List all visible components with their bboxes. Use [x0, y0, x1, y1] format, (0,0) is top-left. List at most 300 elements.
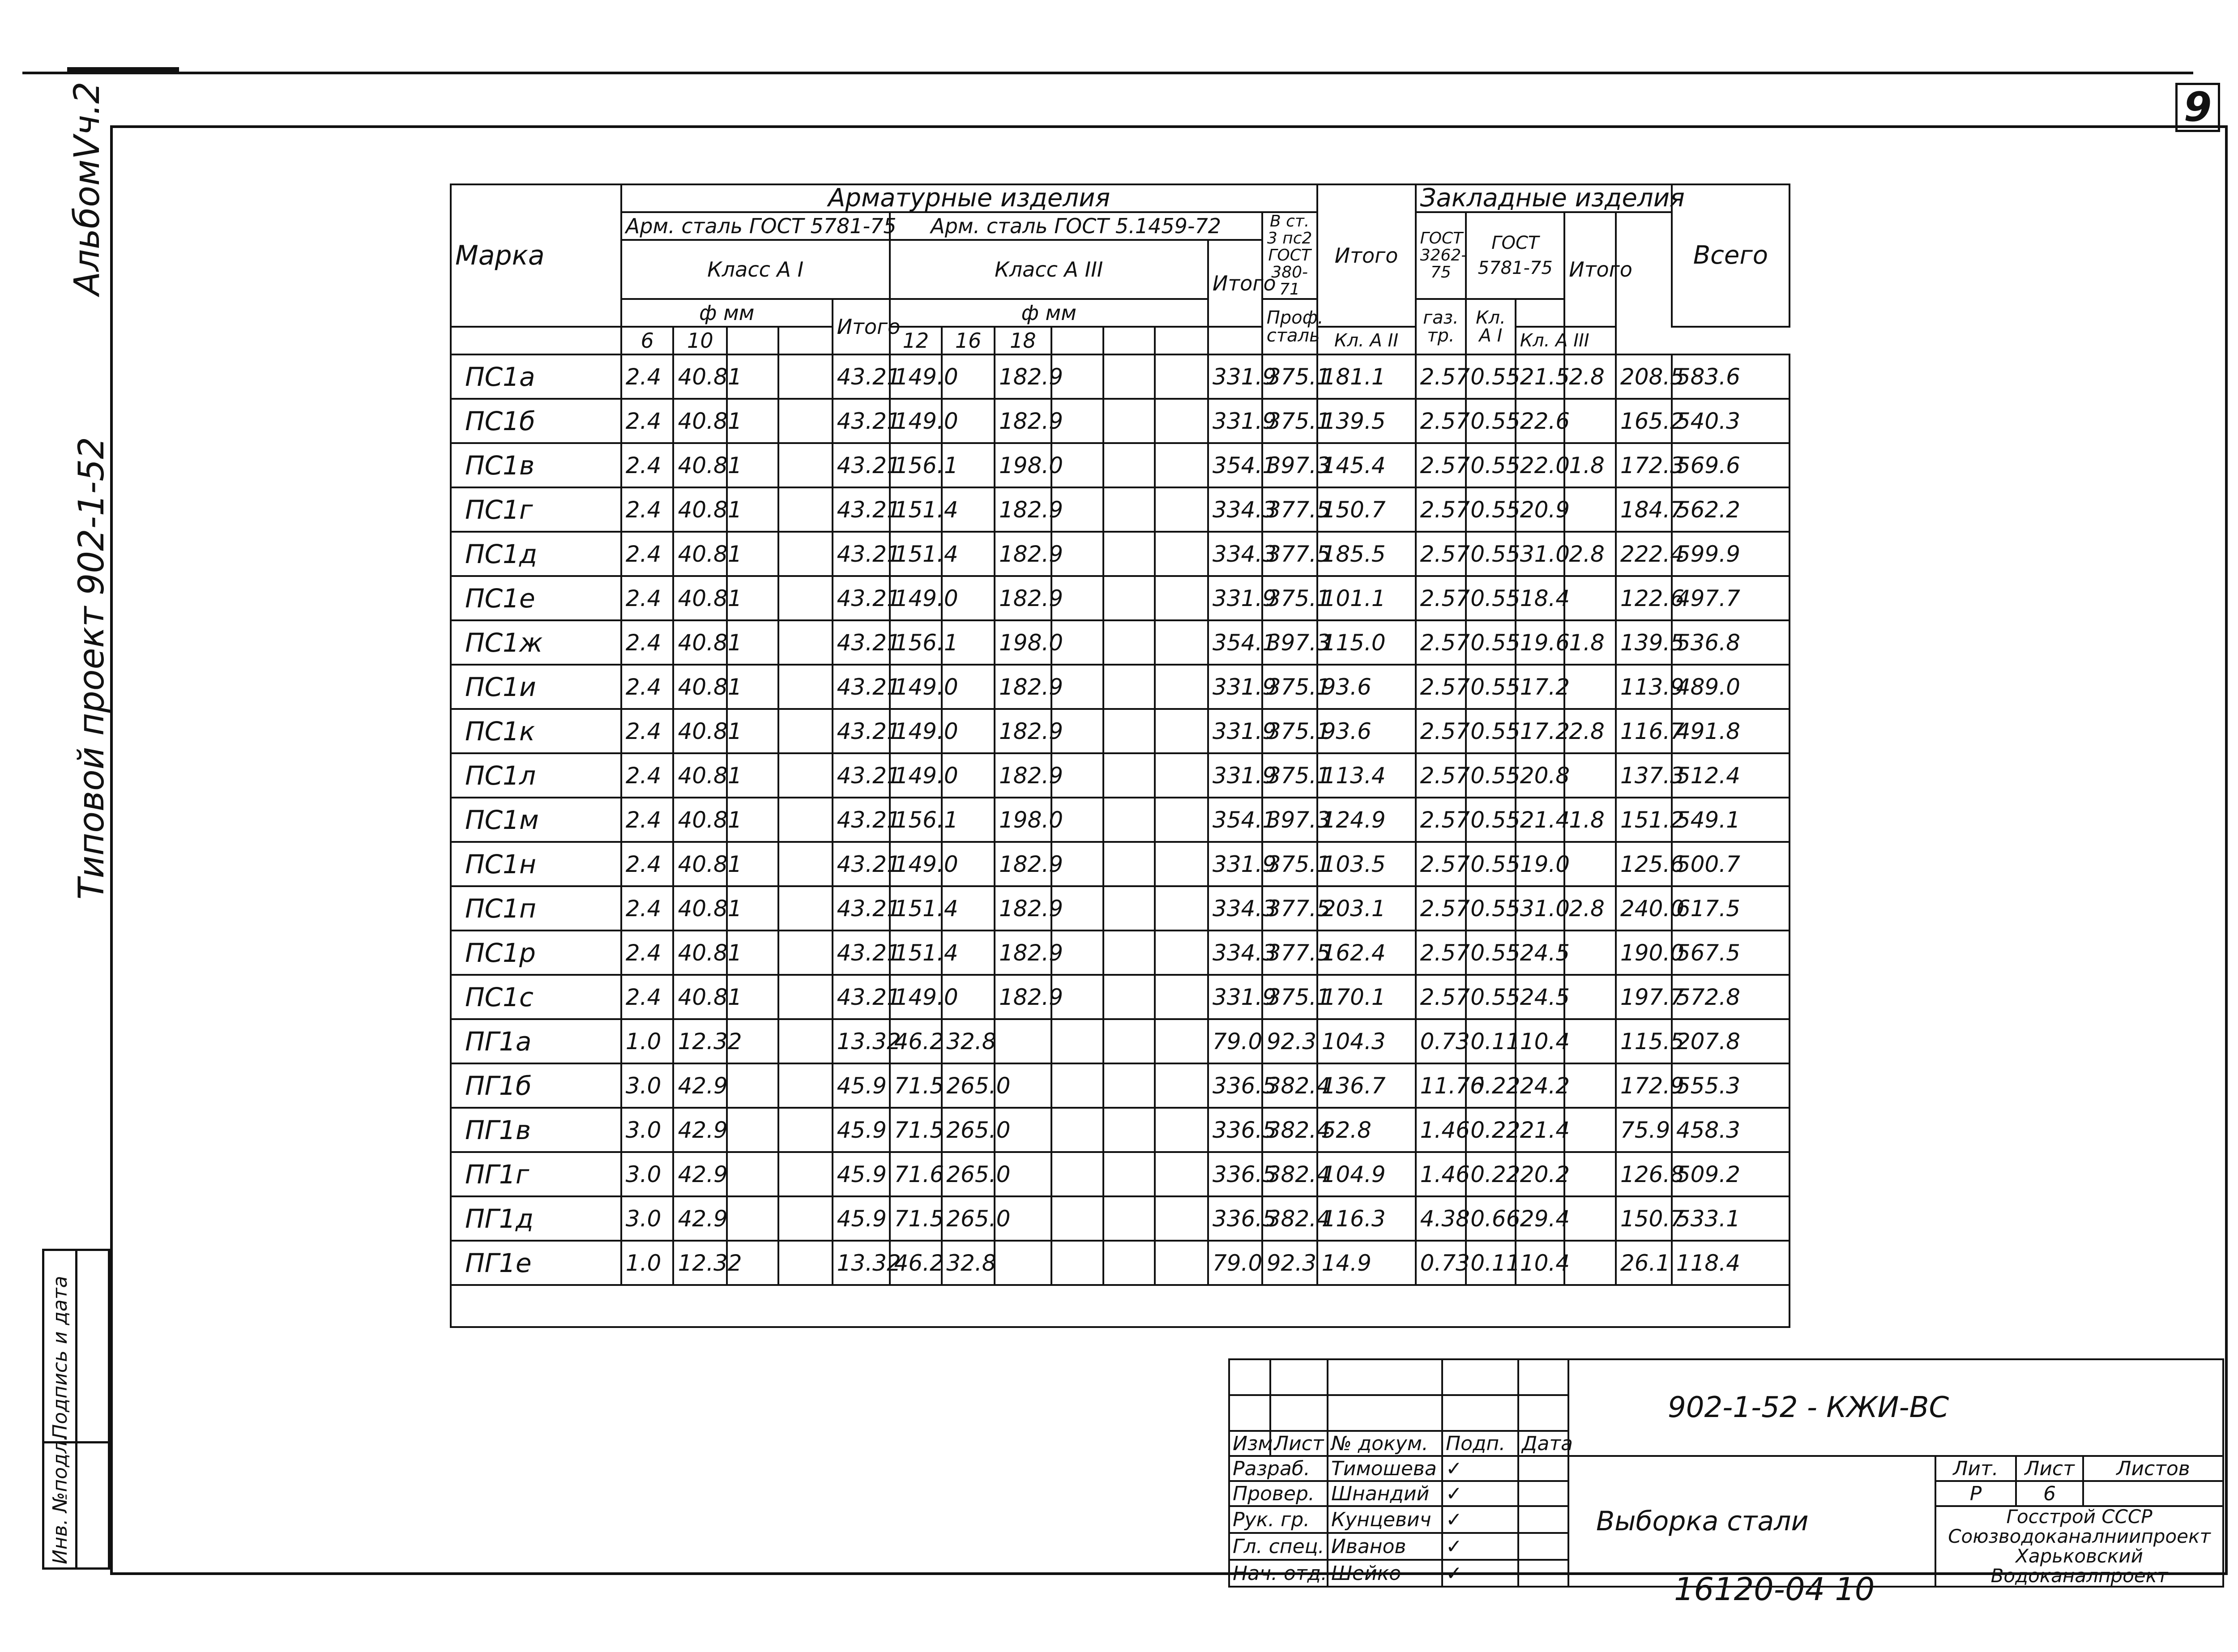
cell-a2: 17.2	[1516, 709, 1565, 753]
empty-cell	[1103, 1241, 1155, 1285]
col-header-d16: 16	[942, 327, 995, 354]
stamp-razrab-sign: ✓	[1442, 1456, 1518, 1481]
stamp-listov-label: Листов	[2083, 1456, 2223, 1481]
col-header-itogo-arm-total: Итого	[1317, 184, 1416, 327]
cell-a3: 2.8	[1564, 532, 1616, 576]
header-klass-a1: Класс А I	[621, 240, 890, 299]
cell-prof: 93.6	[1317, 709, 1416, 753]
empty-cell	[778, 931, 833, 975]
empty-cell	[1155, 798, 1208, 842]
stamp-organization: Госстрой СССР Союзводоканалниипроект Харьковский Водоканалпроект	[1935, 1506, 2223, 1587]
cell-gaz: 2.57	[1416, 886, 1466, 931]
cell-d16: 265.0	[942, 1196, 995, 1241]
header-gost5781: ГОСТ 5781-75	[1466, 212, 1564, 299]
empty-cell	[1155, 487, 1208, 532]
stamp-listov-value	[2083, 1481, 2223, 1506]
stamp-razrab-label: Разраб.	[1229, 1456, 1328, 1481]
row-mark: ПГ1д	[451, 1196, 621, 1241]
cell-gaz: 2.57	[1416, 576, 1466, 620]
stamp-title: Выборка стали	[1568, 1456, 1935, 1587]
col-header-d6: 6	[621, 327, 674, 354]
header-gost3262: ГОСТ 3262-75	[1416, 212, 1466, 299]
table-row	[451, 443, 1790, 487]
empty-cell	[727, 1108, 778, 1152]
cell-it3: 139.5	[1616, 620, 1672, 665]
cell-a2: 21.4	[1516, 798, 1565, 842]
empty-cell	[1155, 1241, 1208, 1285]
cell-itg: 382.4	[1262, 1152, 1317, 1196]
cell-a2: 24.5	[1516, 975, 1565, 1019]
cell-it3: 197.7	[1616, 975, 1672, 1019]
cell-vsego: 599.9	[1672, 532, 1790, 576]
cell-it3: 113.9	[1616, 665, 1672, 709]
cell-d16: 265.0	[942, 1152, 995, 1196]
cell-a2: 29.4	[1516, 1196, 1565, 1241]
cell-d18: 182.9	[995, 399, 1051, 443]
cell-d12: 151.4	[890, 487, 942, 532]
cell-prof: 101.1	[1317, 576, 1416, 620]
empty-cell	[778, 842, 833, 886]
empty-cell	[1155, 1019, 1208, 1063]
cell-a1: 0.55	[1466, 576, 1516, 620]
cell-it3: 122.6	[1616, 576, 1672, 620]
table-row	[451, 532, 1790, 576]
empty-cell	[1103, 798, 1155, 842]
col-header-vsego: Всего	[1672, 184, 1790, 327]
empty-cell	[1155, 886, 1208, 931]
stamp-lit-value: Р	[1935, 1481, 2016, 1506]
empty-cell	[778, 1019, 833, 1063]
cell-prof: 185.5	[1317, 532, 1416, 576]
cell-d10: 40.81	[673, 975, 727, 1019]
cell-d18: 182.9	[995, 665, 1051, 709]
cell-a2: 19.0	[1516, 842, 1565, 886]
col-header-d10: 10	[673, 327, 727, 354]
cell-it1: 45.9	[833, 1152, 890, 1196]
col-header-itogo-a1: Итого	[833, 299, 890, 354]
cell-gaz: 2.57	[1416, 975, 1466, 1019]
cell-a1: 0.22	[1466, 1063, 1516, 1108]
empty-cell	[1103, 576, 1155, 620]
cell-d6: 2.4	[621, 798, 674, 842]
cell-d12: 71.5	[890, 1108, 942, 1152]
cell-d6: 3.0	[621, 1063, 674, 1108]
cell-vsego: 533.1	[1672, 1196, 1790, 1241]
col-header-kl-a2: Кл. А II	[1317, 327, 1416, 354]
cell-d10: 40.81	[673, 886, 727, 931]
cell-d18: 182.9	[995, 576, 1051, 620]
cell-a2: 17.2	[1516, 665, 1565, 709]
empty-cell	[1103, 665, 1155, 709]
cell-it1: 43.21	[833, 931, 890, 975]
empty-cell	[1103, 487, 1155, 532]
cell-it2: 79.0	[1208, 1019, 1262, 1063]
cell-it3: 137.3	[1616, 753, 1672, 798]
cell-d6: 2.4	[621, 487, 674, 532]
cell-d12: 149.0	[890, 709, 942, 753]
cell-gaz: 2.57	[1416, 842, 1466, 886]
cell-prof: 104.9	[1317, 1152, 1416, 1196]
stamp-razrab-name: Тимошева	[1328, 1456, 1442, 1481]
empty-cell	[1103, 532, 1155, 576]
cell-itg: 382.4	[1262, 1063, 1317, 1108]
cell-itg: 377.5	[1262, 487, 1317, 532]
stamp-list-label: Лист	[2016, 1456, 2083, 1481]
cell-d10: 12.32	[673, 1019, 727, 1063]
cell-a3	[1564, 1196, 1616, 1241]
cell-it3: 126.8	[1616, 1152, 1672, 1196]
table-row	[451, 931, 1790, 975]
empty-cell	[1155, 443, 1208, 487]
cell-itg: 92.3	[1262, 1241, 1317, 1285]
cell-itg: 375.1	[1262, 576, 1317, 620]
cell-d18	[995, 1241, 1051, 1285]
cell-d6: 3.0	[621, 1152, 674, 1196]
empty-cell	[727, 1063, 778, 1108]
cell-d18: 198.0	[995, 443, 1051, 487]
cell-a3	[1564, 1063, 1616, 1108]
cell-vsego: 207.8	[1672, 1019, 1790, 1063]
table-row	[451, 886, 1790, 931]
cell-it2: 336.5	[1208, 1152, 1262, 1196]
empty-cell	[1155, 709, 1208, 753]
col-header-d18: 18	[995, 327, 1051, 354]
table-row	[451, 1152, 1790, 1196]
cell-prof: 104.3	[1317, 1019, 1416, 1063]
cell-a3: 1.8	[1564, 620, 1616, 665]
col-header-gaz: газ. тр.	[1416, 299, 1466, 354]
header-zakl: Закладные изделия	[1416, 184, 1672, 212]
row-mark: ПС1р	[451, 931, 621, 975]
cell-it1: 43.21	[833, 709, 890, 753]
cell-a2: 22.6	[1516, 399, 1565, 443]
left-stamp-block	[42, 1249, 110, 1570]
cell-d18: 182.9	[995, 886, 1051, 931]
col-header-d12: 12	[890, 327, 942, 354]
cell-gaz: 2.57	[1416, 753, 1466, 798]
cell-d6: 2.4	[621, 975, 674, 1019]
empty-cell	[1051, 1241, 1103, 1285]
cell-prof: 139.5	[1317, 399, 1416, 443]
empty-cell	[1103, 399, 1155, 443]
empty-cell	[1155, 1196, 1208, 1241]
cell-it2: 331.9	[1208, 975, 1262, 1019]
cell-a1: 0.55	[1466, 798, 1516, 842]
cell-it2: 331.9	[1208, 354, 1262, 399]
empty-cell	[778, 798, 833, 842]
empty-cell	[1103, 886, 1155, 931]
cell-it1: 43.21	[833, 753, 890, 798]
empty-cell	[1103, 1196, 1155, 1241]
cell-it3: 222.4	[1616, 532, 1672, 576]
cell-gaz: 4.38	[1416, 1196, 1466, 1241]
stamp-nach-sign: ✓	[1442, 1560, 1518, 1587]
cell-itg: 375.1	[1262, 975, 1317, 1019]
empty-cell	[1155, 975, 1208, 1019]
cell-d18	[995, 1019, 1051, 1063]
album-label: АльбомVч.2	[67, 81, 107, 295]
row-mark: ПС1а	[451, 354, 621, 399]
cell-it3: 115.5	[1616, 1019, 1672, 1063]
cell-d10: 42.9	[673, 1196, 727, 1241]
table-empty-footer-row	[451, 1285, 1790, 1327]
row-mark: ПГ1е	[451, 1241, 621, 1285]
cell-it2: 331.9	[1208, 753, 1262, 798]
empty-cell	[1103, 842, 1155, 886]
empty-cell	[1155, 532, 1208, 576]
cell-it1: 13.32	[833, 1019, 890, 1063]
cell-a2: 24.5	[1516, 931, 1565, 975]
cell-it3: 125.6	[1616, 842, 1672, 886]
empty-cell	[778, 620, 833, 665]
cell-it2: 334.3	[1208, 931, 1262, 975]
table-row	[451, 620, 1790, 665]
cell-it2: 79.0	[1208, 1241, 1262, 1285]
cell-it3: 208.5	[1616, 354, 1672, 399]
cell-it2: 354.1	[1208, 620, 1262, 665]
cell-d6: 2.4	[621, 709, 674, 753]
cell-d10: 40.81	[673, 443, 727, 487]
col-header-kl-a1: Кл. А I	[1466, 299, 1516, 354]
cell-it3: 75.9	[1616, 1108, 1672, 1152]
cell-vsego: 118.4	[1672, 1241, 1790, 1285]
cell-itg: 382.4	[1262, 1196, 1317, 1241]
cell-itg: 377.5	[1262, 532, 1317, 576]
cell-a1: 0.66	[1466, 1196, 1516, 1241]
cell-it2: 331.9	[1208, 842, 1262, 886]
stamp-nach-label: Нач. отд.	[1229, 1560, 1328, 1587]
table-row	[451, 1241, 1790, 1285]
cell-a3: 2.8	[1564, 354, 1616, 399]
cell-a1: 0.55	[1466, 354, 1516, 399]
cell-vsego: 509.2	[1672, 1152, 1790, 1196]
cell-d10: 40.81	[673, 842, 727, 886]
cell-d6: 1.0	[621, 1241, 674, 1285]
cell-d16: 265.0	[942, 1063, 995, 1108]
cell-it2: 354.1	[1208, 443, 1262, 487]
cell-it2: 334.3	[1208, 886, 1262, 931]
cell-d12: 156.1	[890, 620, 942, 665]
cell-prof: 124.9	[1317, 798, 1416, 842]
cell-itg: 375.1	[1262, 354, 1317, 399]
empty-cell	[778, 532, 833, 576]
empty-cell	[1051, 1108, 1103, 1152]
cell-it1: 43.21	[833, 665, 890, 709]
cell-a1: 0.55	[1466, 709, 1516, 753]
cell-d6: 3.0	[621, 1108, 674, 1152]
cell-gaz: 0.73	[1416, 1019, 1466, 1063]
cell-a2: 20.8	[1516, 753, 1565, 798]
cell-it1: 45.9	[833, 1108, 890, 1152]
cell-a3	[1564, 753, 1616, 798]
cell-it2: 336.5	[1208, 1108, 1262, 1152]
cell-it1: 43.21	[833, 842, 890, 886]
cell-a3: 1.8	[1564, 798, 1616, 842]
cell-a1: 0.55	[1466, 665, 1516, 709]
table-row	[451, 354, 1790, 399]
cell-it2: 334.3	[1208, 487, 1262, 532]
col-header-itogo-a3: Итого	[1208, 240, 1262, 327]
stamp-h-sign: Подп.	[1442, 1431, 1518, 1456]
cell-prof: 145.4	[1317, 443, 1416, 487]
empty-cell	[1103, 1019, 1155, 1063]
cell-vsego: 512.4	[1672, 753, 1790, 798]
table-row	[451, 665, 1790, 709]
cell-d18: 182.9	[995, 487, 1051, 532]
cell-d12: 149.0	[890, 576, 942, 620]
cell-itg: 375.1	[1262, 842, 1317, 886]
empty-cell	[1051, 1196, 1103, 1241]
row-mark: ПС1б	[451, 399, 621, 443]
inv-no-label-cell	[43, 1434, 77, 1569]
cell-d10: 40.81	[673, 576, 727, 620]
cell-a1: 0.11	[1466, 1019, 1516, 1063]
cell-d10: 40.81	[673, 620, 727, 665]
cell-d12: 149.0	[890, 665, 942, 709]
cell-it3: 150.7	[1616, 1196, 1672, 1241]
cell-d6: 2.4	[621, 399, 674, 443]
cell-gaz: 2.57	[1416, 709, 1466, 753]
cell-a1: 0.55	[1466, 842, 1516, 886]
cell-it1: 43.21	[833, 354, 890, 399]
cell-itg: 92.3	[1262, 1019, 1317, 1063]
table-row	[451, 842, 1790, 886]
cell-d16: 265.0	[942, 1108, 995, 1152]
cell-itg: 375.1	[1262, 709, 1317, 753]
row-mark: ПС1с	[451, 975, 621, 1019]
stamp-ruk-name: Кунцевич	[1328, 1506, 1442, 1533]
cell-vsego: 489.0	[1672, 665, 1790, 709]
cell-it2: 354.1	[1208, 798, 1262, 842]
cell-d18: 182.9	[995, 975, 1051, 1019]
cell-a1: 0.55	[1466, 753, 1516, 798]
stamp-code: 902-1-52 - КЖИ-ВС	[1568, 1359, 2223, 1456]
cell-it1: 43.21	[833, 798, 890, 842]
top-border-accent	[67, 67, 179, 73]
cell-a3: 1.8	[1564, 443, 1616, 487]
stamp-ruk-sign: ✓	[1442, 1506, 1518, 1533]
cell-d12: 149.0	[890, 975, 942, 1019]
col-header-kl-a3: Кл. А III	[1516, 327, 1565, 354]
empty-cell	[1051, 1063, 1103, 1108]
row-mark: ПС1м	[451, 798, 621, 842]
cell-d18: 182.9	[995, 532, 1051, 576]
cell-a1: 0.22	[1466, 1152, 1516, 1196]
empty-cell	[1103, 975, 1155, 1019]
cell-a3	[1564, 1108, 1616, 1152]
cell-d12: 71.6	[890, 1152, 942, 1196]
cell-d12: 156.1	[890, 443, 942, 487]
header-phi-a1: ф мм	[621, 299, 833, 327]
cell-d12: 149.0	[890, 399, 942, 443]
empty-cell	[727, 1152, 778, 1196]
cell-prof: 103.5	[1317, 842, 1416, 886]
cell-d6: 2.4	[621, 842, 674, 886]
cell-gaz: 1.46	[1416, 1108, 1466, 1152]
stamp-glspec-name: Иванов	[1328, 1533, 1442, 1560]
empty-cell	[778, 1152, 833, 1196]
empty-cell	[1103, 354, 1155, 399]
cell-d12: 156.1	[890, 798, 942, 842]
cell-a3	[1564, 665, 1616, 709]
cell-a2: 18.4	[1516, 576, 1565, 620]
empty-cell	[1103, 620, 1155, 665]
empty-cell	[778, 487, 833, 532]
cell-it2: 331.9	[1208, 709, 1262, 753]
cell-vsego: 491.8	[1672, 709, 1790, 753]
cell-d12: 149.0	[890, 753, 942, 798]
stamp-h-izm: Изм.	[1229, 1431, 1270, 1456]
cell-d12: 71.5	[890, 1063, 942, 1108]
empty-cell	[1155, 1063, 1208, 1108]
cell-prof: 113.4	[1317, 753, 1416, 798]
steel-selection-table	[450, 184, 1790, 1328]
empty-cell	[778, 1196, 833, 1241]
cell-vsego: 536.8	[1672, 620, 1790, 665]
empty-cell	[778, 576, 833, 620]
empty-cell	[1155, 354, 1208, 399]
cell-d10: 40.81	[673, 487, 727, 532]
table-body	[451, 354, 1790, 1285]
cell-d12: 151.4	[890, 931, 942, 975]
cell-vsego: 569.6	[1672, 443, 1790, 487]
cell-it1: 43.21	[833, 975, 890, 1019]
empty-cell	[1155, 931, 1208, 975]
row-mark: ПС1е	[451, 576, 621, 620]
cell-d10: 42.9	[673, 1063, 727, 1108]
row-mark: ПГ1в	[451, 1108, 621, 1152]
cell-it1: 43.21	[833, 886, 890, 931]
cell-d10: 40.81	[673, 354, 727, 399]
empty-cell	[1103, 443, 1155, 487]
cell-vsego: 555.3	[1672, 1063, 1790, 1108]
cell-d10: 42.9	[673, 1108, 727, 1152]
cell-d18: 198.0	[995, 620, 1051, 665]
cell-d6: 3.0	[621, 1196, 674, 1241]
empty-cell	[1155, 665, 1208, 709]
stamp-h-date: Дата	[1518, 1431, 1568, 1456]
cell-a3	[1564, 931, 1616, 975]
cell-d18: 182.9	[995, 842, 1051, 886]
stamp-glspec-label: Гл. спец.	[1229, 1533, 1328, 1560]
cell-a2: 24.2	[1516, 1063, 1565, 1108]
table-row	[451, 975, 1790, 1019]
cell-gaz: 2.57	[1416, 399, 1466, 443]
empty-cell	[778, 1063, 833, 1108]
cell-d12: 46.2	[890, 1241, 942, 1285]
cell-a1: 0.22	[1466, 1108, 1516, 1152]
cell-d16: 32.8	[942, 1019, 995, 1063]
row-mark: ПС1н	[451, 842, 621, 886]
cell-a1: 0.55	[1466, 975, 1516, 1019]
cell-a2: 19.6	[1516, 620, 1565, 665]
cell-prof: 181.1	[1317, 354, 1416, 399]
cell-d12: 71.5	[890, 1196, 942, 1241]
cell-d6: 2.4	[621, 443, 674, 487]
cell-itg: 375.1	[1262, 665, 1317, 709]
cell-d6: 2.4	[621, 576, 674, 620]
table-row	[451, 576, 1790, 620]
cell-d18: 182.9	[995, 931, 1051, 975]
stamp-prover-label: Провер.	[1229, 1481, 1328, 1506]
cell-d6: 1.0	[621, 1019, 674, 1063]
cell-d6: 2.4	[621, 931, 674, 975]
header-arm-a1: Арм. сталь ГОСТ 5781-75	[621, 212, 890, 240]
table-row	[451, 798, 1790, 842]
cell-prof: 136.7	[1317, 1063, 1416, 1108]
cell-a1: 0.55	[1466, 931, 1516, 975]
cell-a3	[1564, 842, 1616, 886]
